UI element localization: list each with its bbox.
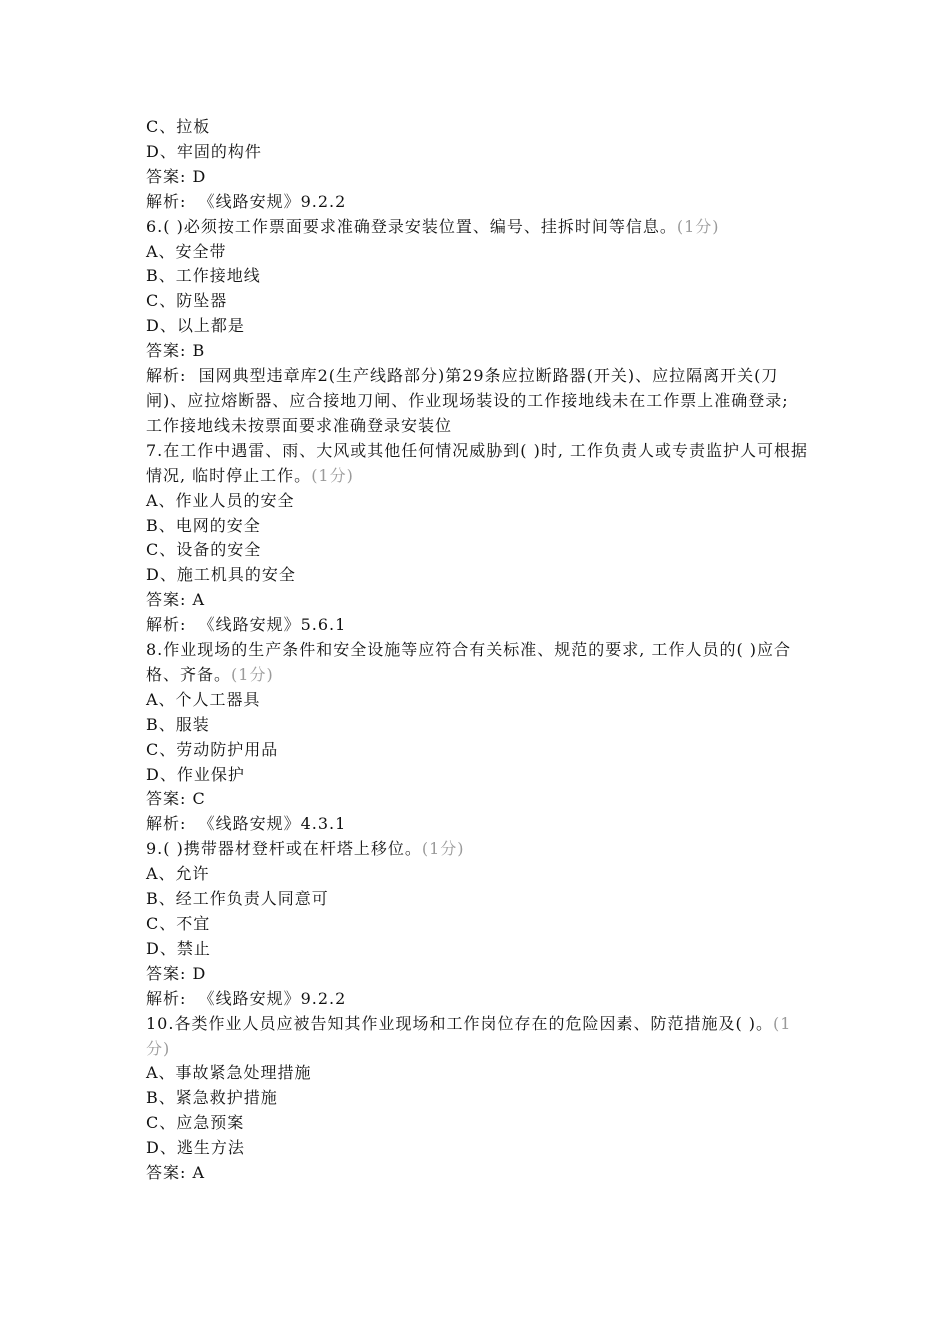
option-text: C、劳动防护用品 xyxy=(146,739,279,759)
option-text: C、防坠器 xyxy=(146,291,228,311)
option-text: B、经工作负责人同意可 xyxy=(146,889,329,909)
option-text: C、不宜 xyxy=(146,914,211,933)
option-line xyxy=(146,1111,810,1136)
option-line xyxy=(146,763,810,788)
answer-text: 答案: D xyxy=(146,963,207,983)
question-line xyxy=(146,439,810,489)
answer-text: 答案: D xyxy=(146,166,207,186)
option-line xyxy=(146,264,810,289)
option-line xyxy=(146,314,810,339)
answer-line xyxy=(146,339,810,364)
option-line xyxy=(146,862,810,887)
option-line xyxy=(146,115,810,140)
analysis-line xyxy=(146,190,810,215)
option-text: B、服装 xyxy=(146,714,210,734)
answer-line xyxy=(146,165,810,190)
question-text: 8.作业现场的生产条件和安全设施等应符合有关标准、规范的要求, 工作人员的( )应合格、齐备。 xyxy=(146,640,792,684)
option-line xyxy=(146,738,810,763)
option-text: B、紧急救护措施 xyxy=(146,1088,278,1108)
answer-line xyxy=(146,588,810,613)
analysis-text: 解析: 《线路安规》9.2.2 xyxy=(146,191,347,211)
score-label: (1分) xyxy=(231,664,274,684)
analysis-text: 解析: 《线路安规》9.2.2 xyxy=(146,988,347,1008)
question-line xyxy=(146,215,810,240)
answer-text: 答案: A xyxy=(146,590,206,610)
option-text: C、设备的安全 xyxy=(146,540,262,560)
option-line xyxy=(146,563,810,588)
analysis-line xyxy=(146,987,810,1012)
answer-line xyxy=(146,962,810,987)
option-text: B、电网的安全 xyxy=(146,515,261,535)
answer-line xyxy=(146,1161,810,1186)
option-text: A、个人工器具 xyxy=(146,689,261,709)
option-text: C、拉板 xyxy=(146,117,211,136)
option-text: D、逃生方法 xyxy=(146,1138,245,1158)
option-text: D、以上都是 xyxy=(146,316,245,336)
question-line xyxy=(146,1012,810,1062)
option-line xyxy=(146,489,810,514)
option-line xyxy=(146,1061,810,1086)
option-line xyxy=(146,912,810,937)
option-text: D、作业保护 xyxy=(146,764,245,784)
score-label: (1分) xyxy=(146,1013,792,1058)
option-text: A、作业人员的安全 xyxy=(146,490,295,510)
score-label: (1分) xyxy=(311,465,354,485)
question-line xyxy=(146,638,810,688)
score-label: (1分) xyxy=(421,839,465,859)
option-line xyxy=(146,514,810,539)
option-line xyxy=(146,289,810,314)
analysis-text: 解析: 《线路安规》4.3.1 xyxy=(146,814,347,834)
analysis-line xyxy=(146,364,810,439)
analysis-line xyxy=(146,613,810,638)
option-line xyxy=(146,140,810,165)
answer-line xyxy=(146,787,810,812)
score-label: (1分) xyxy=(676,216,720,236)
option-text: A、允许 xyxy=(146,864,210,884)
option-text: A、安全带 xyxy=(146,241,227,261)
option-text: D、牢固的构件 xyxy=(146,141,262,161)
option-text: C、应急预案 xyxy=(146,1113,245,1133)
option-line xyxy=(146,937,810,962)
question-text: 7.在工作中遇雷、雨、大风或其他任何情况威胁到( )时, 工作负责人或专责监护人可根据情况, 临时停止工作。 xyxy=(146,440,809,485)
question-text: 10.各类作业人员应被告知其作业现场和工作岗位存在的危险因素、防范措施及( )。 xyxy=(146,1013,774,1033)
option-text: D、禁止 xyxy=(146,938,211,958)
option-line xyxy=(146,688,810,713)
option-line xyxy=(146,887,810,912)
option-text: B、工作接地线 xyxy=(146,266,261,286)
answer-text: 答案: B xyxy=(146,341,206,361)
question-line xyxy=(146,837,810,862)
analysis-text: 解析: 《线路安规》5.6.1 xyxy=(146,615,347,635)
option-line xyxy=(146,538,810,563)
option-line xyxy=(146,713,810,738)
question-text: 6.( )必须按工作票面要求准确登录安装位置、编号、挂拆时间等信息。 xyxy=(146,216,677,236)
option-line xyxy=(146,1136,810,1161)
option-text: A、事故紧急处理措施 xyxy=(146,1063,312,1083)
answer-text: 答案: A xyxy=(146,1163,206,1183)
option-line xyxy=(146,240,810,265)
answer-text: 答案: C xyxy=(146,789,206,809)
option-text: D、施工机具的安全 xyxy=(146,565,296,585)
option-line xyxy=(146,1086,810,1111)
document-page xyxy=(146,115,810,1186)
question-text: 9.( )携带器材登杆或在杆塔上移位。 xyxy=(146,839,422,859)
analysis-text: 解析: 国网典型违章库2(生产线路部分)第29条应拉断路器(开关)、应拉隔离开关(刀闸)、应拉熔断器、应合接地刀闸、作业现场装设的工作接地线未在工作票上准确登录; 工作接地线未按票面要求准确登录安装位 xyxy=(146,366,795,435)
analysis-line xyxy=(146,812,810,837)
